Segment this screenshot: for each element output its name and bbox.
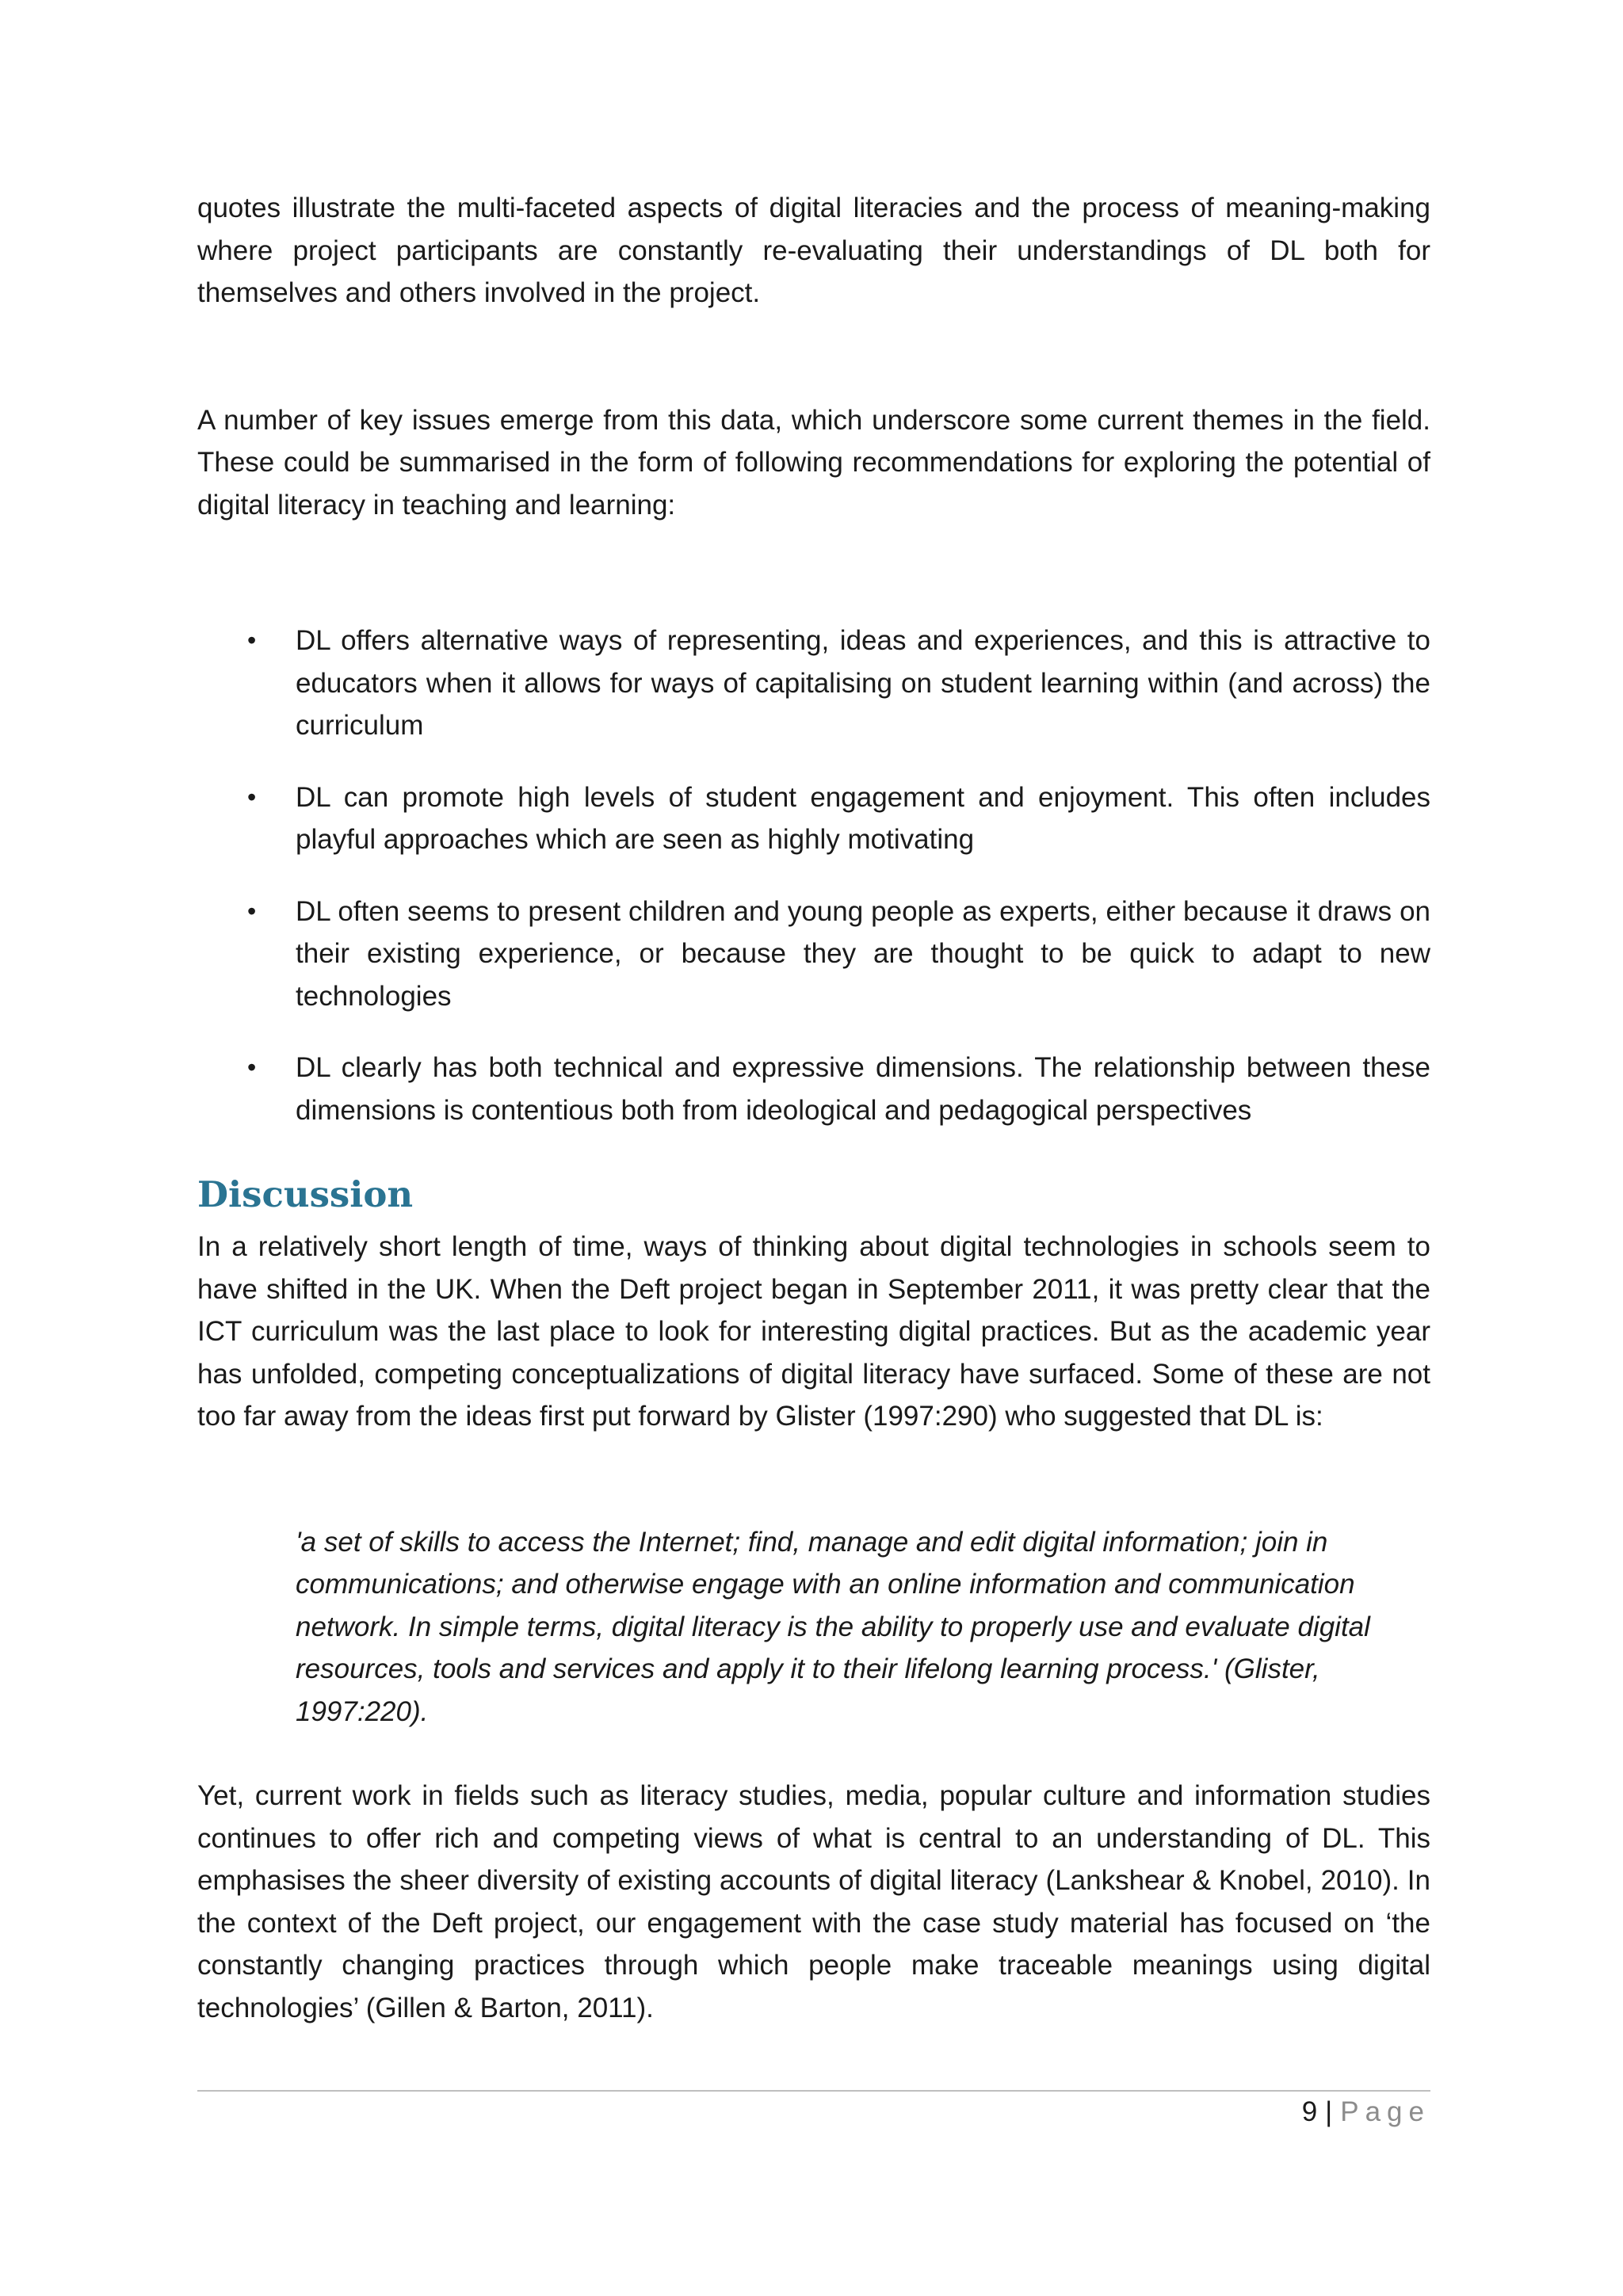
discussion-paragraph-1: In a relatively short length of time, ways of thinking about digital technologies in schools seem to have shifted in the UK. When the Deft project began in September 2011, it was pretty clear that the ICT curriculum was the last place to look for interesting digital practices. But as the academic year has unfolded, competing conceptualizations of digital literacy have surfaced. Some of these are not too far away from the ideas first put forward by Glister (1997:290) who suggested that DL is: — [197, 1231, 1430, 1432]
list-item — [197, 891, 1430, 1018]
issues-paragraph: A number of key issues emerge from this data, which underscore some current themes in the field. These could be summarised in the form of following recommendations for exploring the potential of digital literacy in teaching and learning: — [197, 404, 1430, 521]
list-item — [197, 620, 1430, 747]
intro-paragraph: quotes illustrate the multi-faceted aspects of digital literacies and the process of meaning-making where project participants are constantly re-evaluating their understandings of DL both for themselves and others involved in the project. — [197, 193, 1430, 308]
bullet-icon: • — [247, 1053, 257, 1081]
page-label: Page — [1340, 2096, 1430, 2127]
recommendation-text: DL clearly has both technical and expressive dimensions. The relationship between these dimensions is contentious both from ideological and pedagogical perspectives — [296, 1052, 1430, 1126]
recommendations-list — [197, 620, 1430, 1131]
recommendation-text: DL often seems to present children and young people as experts, either because it draws on their existing experience, or because they are thought to be quick to adapt to new technologies — [296, 895, 1430, 1012]
list-item — [197, 1047, 1430, 1131]
page-body — [197, 187, 1430, 2029]
discussion-paragraph-2: Yet, current work in fields such as literacy studies, media, popular culture and information studies continues to offer rich and competing views of what is central to an understanding of DL. This emphasises the sheer diversity of existing accounts of digital literacy (Lankshear & Knobel, 2010). In the context of the Deft project, our engagement with the case study material has focused on ‘the constantly changing practices through which people make traceable meanings using digital technologies’ (Gillen & Barton, 2011). — [197, 1780, 1430, 2023]
recommendation-text: DL can promote high levels of student engagement and enjoyment. This often includes playful approaches which are seen as highly motivating — [296, 781, 1430, 855]
bullet-icon: • — [247, 782, 257, 811]
footer-divider — [197, 2090, 1430, 2092]
page-footer — [1302, 2092, 1430, 2132]
discussion-heading: Discussion — [197, 1173, 414, 1215]
recommendation-text: DL offers alternative ways of representing, ideas and experiences, and this is attractive to educators when it allows for ways of capitalising on student learning within (and across) the curriculum — [296, 625, 1430, 741]
list-item — [197, 776, 1430, 861]
page-number: 9 — [1301, 2096, 1318, 2127]
block-quote: 'a set of skills to access the Internet; find, manage and edit digital information; join in communications; and otherwise engage with an online information and communication network. In simple terms, digital literacy is the ability to properly use and evaluate digital resources, tools and services and apply it to their lifelong learning process.' (Glister, 1997:220). — [296, 1526, 1370, 1727]
footer-separator: | — [1325, 2096, 1333, 2127]
bullet-icon: • — [247, 626, 257, 654]
bullet-icon: • — [247, 896, 257, 925]
